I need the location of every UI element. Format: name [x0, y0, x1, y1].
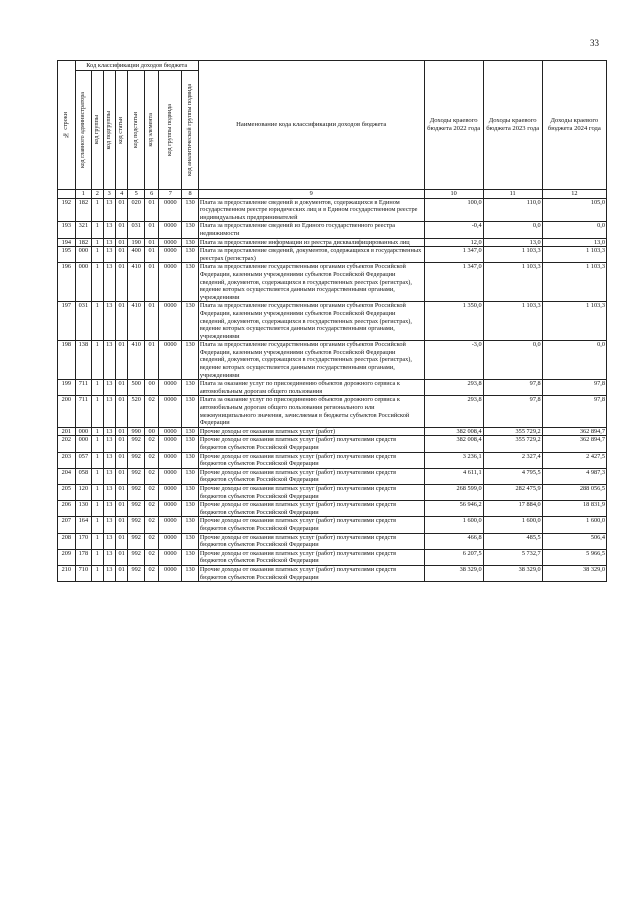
- amount-2023: 97,8: [483, 380, 542, 396]
- header-kbk-admin: код главного администратора: [75, 71, 92, 190]
- code-admin: 711: [75, 380, 92, 396]
- revenue-name: Прочие доходы от оказания платных услуг (работ) получателями средств бюджетов субъектов Российской Федерации: [198, 452, 424, 468]
- code-subtype-group: 0000: [159, 468, 182, 484]
- code-analytic-group: 130: [182, 484, 199, 500]
- code-subgroup: 13: [103, 247, 115, 263]
- amount-2022: 1 347,0: [424, 263, 483, 302]
- code-subarticle: 992: [128, 468, 145, 484]
- code-admin: 182: [75, 238, 92, 247]
- code-article: 01: [115, 302, 127, 341]
- code-subarticle: 410: [128, 341, 145, 380]
- code-subgroup: 13: [103, 341, 115, 380]
- code-admin: 711: [75, 396, 92, 427]
- code-subtype-group: 0000: [159, 302, 182, 341]
- column-number: 6: [144, 190, 159, 199]
- code-article: 01: [115, 238, 127, 247]
- amount-2024: 2 427,5: [542, 452, 606, 468]
- code-element: 01: [144, 222, 159, 238]
- code-subgroup: 13: [103, 565, 115, 581]
- code-article: 01: [115, 247, 127, 263]
- column-number: 10: [424, 190, 483, 199]
- code-element: 02: [144, 565, 159, 581]
- code-analytic-group: 130: [182, 452, 199, 468]
- row-number: 193: [58, 222, 76, 238]
- table-row: [58, 222, 607, 238]
- column-number-row: [58, 190, 607, 199]
- code-admin: 130: [75, 501, 92, 517]
- revenue-table: [57, 60, 607, 582]
- amount-2022: 1 350,0: [424, 302, 483, 341]
- amount-2022: 382 008,4: [424, 427, 483, 436]
- code-admin: 710: [75, 565, 92, 581]
- column-number: 5: [128, 190, 145, 199]
- table-row: [58, 302, 607, 341]
- code-article: 01: [115, 517, 127, 533]
- code-subtype-group: 0000: [159, 501, 182, 517]
- code-analytic-group: 130: [182, 222, 199, 238]
- code-element: 00: [144, 380, 159, 396]
- revenue-name: Плата за предоставление государственными органами субъектов Российской Федерации, казенными учреждениями субъектов Российской Федерации сведений, документов, содержащихся в государственных реестрах (регистрах), ведение которых осуществляется данными государственными органами, учреждениями: [198, 263, 424, 302]
- amount-2022: 12,0: [424, 238, 483, 247]
- code-subgroup: 13: [103, 198, 115, 222]
- row-number: 197: [58, 302, 76, 341]
- amount-2023: 1 103,3: [483, 263, 542, 302]
- revenue-name: Плата за оказание услуг по присоединению объектов дорожного сервиса к автомобильным дорогам общего пользования регионального или межмуниципального значения, зачисляемая в бюджеты субъектов Российской Федерации: [198, 396, 424, 427]
- code-admin: 170: [75, 533, 92, 549]
- revenue-name: Плата за предоставление сведений, документов, содержащихся в государственных реестрах (регистрах): [198, 247, 424, 263]
- column-number: 4: [115, 190, 127, 199]
- code-article: 01: [115, 263, 127, 302]
- code-subgroup: 13: [103, 238, 115, 247]
- code-admin: 321: [75, 222, 92, 238]
- code-subgroup: 13: [103, 427, 115, 436]
- amount-2022: 56 946,2: [424, 501, 483, 517]
- amount-2024: 5 966,5: [542, 549, 606, 565]
- code-element: 02: [144, 517, 159, 533]
- revenue-name: Прочие доходы от оказания платных услуг (работ): [198, 427, 424, 436]
- code-article: 01: [115, 533, 127, 549]
- amount-2023: 1 600,0: [483, 517, 542, 533]
- code-element: 02: [144, 436, 159, 452]
- amount-2024: 1 103,3: [542, 263, 606, 302]
- table-row: [58, 484, 607, 500]
- code-subtype-group: 0000: [159, 436, 182, 452]
- code-group: 1: [92, 484, 103, 500]
- code-element: 02: [144, 501, 159, 517]
- amount-2024: 506,4: [542, 533, 606, 549]
- amount-2023: 485,5: [483, 533, 542, 549]
- code-group: 1: [92, 517, 103, 533]
- amount-2024: 0,0: [542, 222, 606, 238]
- row-number: 210: [58, 565, 76, 581]
- row-number: 208: [58, 533, 76, 549]
- revenue-name: Плата за предоставление государственными органами субъектов Российской Федерации, казенными учреждениями субъектов Российской Федерации сведений, документов, содержащихся в государственных реестрах (регистрах), ведение которых осуществляется данными государственными органами, учреждениями: [198, 341, 424, 380]
- code-subtype-group: 0000: [159, 484, 182, 500]
- code-group: 1: [92, 380, 103, 396]
- amount-2022: 38 329,0: [424, 565, 483, 581]
- code-group: 1: [92, 436, 103, 452]
- column-number: 2: [92, 190, 103, 199]
- amount-2024: 13,0: [542, 238, 606, 247]
- amount-2023: 282 475,9: [483, 484, 542, 500]
- code-article: 01: [115, 549, 127, 565]
- code-subtype-group: 0000: [159, 565, 182, 581]
- amount-2024: 1 103,3: [542, 302, 606, 341]
- amount-2024: 18 831,9: [542, 501, 606, 517]
- code-element: 02: [144, 533, 159, 549]
- table-row: [58, 468, 607, 484]
- header-kbk-group-code: код группы: [92, 71, 103, 190]
- code-analytic-group: 130: [182, 263, 199, 302]
- code-article: 01: [115, 452, 127, 468]
- column-number: [58, 190, 76, 199]
- code-admin: 138: [75, 341, 92, 380]
- code-group: 1: [92, 263, 103, 302]
- revenue-name: Плата за предоставление информации из реестра дисквалифицированных лиц: [198, 238, 424, 247]
- header-2022: Доходы краевого бюджета 2022 года: [424, 61, 483, 190]
- code-group: 1: [92, 533, 103, 549]
- code-subarticle: 992: [128, 517, 145, 533]
- code-analytic-group: 130: [182, 501, 199, 517]
- amount-2023: 4 795,5: [483, 468, 542, 484]
- header-2023: Доходы краевого бюджета 2023 года: [483, 61, 542, 190]
- amount-2022: 293,8: [424, 396, 483, 427]
- column-number: 11: [483, 190, 542, 199]
- code-subarticle: 520: [128, 396, 145, 427]
- amount-2022: -0,4: [424, 222, 483, 238]
- revenue-name: Прочие доходы от оказания платных услуг (работ) получателями средств бюджетов субъектов Российской Федерации: [198, 484, 424, 500]
- code-element: 00: [144, 427, 159, 436]
- amount-2022: 100,0: [424, 198, 483, 222]
- code-subarticle: 992: [128, 436, 145, 452]
- code-analytic-group: 130: [182, 436, 199, 452]
- code-subtype-group: 0000: [159, 380, 182, 396]
- code-article: 01: [115, 198, 127, 222]
- header-kbk-analytic-group: код аналитической группы подвида: [182, 71, 199, 190]
- amount-2023: 0,0: [483, 341, 542, 380]
- code-group: 1: [92, 452, 103, 468]
- amount-2023: 110,0: [483, 198, 542, 222]
- code-admin: 058: [75, 468, 92, 484]
- code-subarticle: 410: [128, 263, 145, 302]
- code-analytic-group: 130: [182, 198, 199, 222]
- code-subtype-group: 0000: [159, 198, 182, 222]
- amount-2023: 2 327,4: [483, 452, 542, 468]
- code-subtype-group: 0000: [159, 427, 182, 436]
- code-subarticle: 500: [128, 380, 145, 396]
- table-row: [58, 427, 607, 436]
- code-subarticle: 190: [128, 238, 145, 247]
- code-admin: 000: [75, 247, 92, 263]
- code-admin: 120: [75, 484, 92, 500]
- code-subarticle: 400: [128, 247, 145, 263]
- amount-2024: 288 056,5: [542, 484, 606, 500]
- amount-2022: 293,8: [424, 380, 483, 396]
- row-number: 195: [58, 247, 76, 263]
- code-article: 01: [115, 501, 127, 517]
- amount-2023: 13,0: [483, 238, 542, 247]
- code-subarticle: 992: [128, 533, 145, 549]
- column-number: 7: [159, 190, 182, 199]
- header-kbk-subtype-group: код группы подвида: [159, 71, 182, 190]
- code-article: 01: [115, 468, 127, 484]
- code-subgroup: 13: [103, 452, 115, 468]
- code-analytic-group: 130: [182, 247, 199, 263]
- amount-2023: 17 884,0: [483, 501, 542, 517]
- revenue-name: Плата за предоставление государственными органами субъектов Российской Федерации, казенными учреждениями субъектов Российской Федерации сведений, документов, содержащихся в государственных реестрах (регистрах), ведение которых осуществляется данными государственными органами, учреждениями: [198, 302, 424, 341]
- table-row: [58, 238, 607, 247]
- revenue-name: Плата за предоставление сведений и документов, содержащихся в Едином государственном реестре юридических лиц и в Едином государственном реестре индивидуальных предпринимателей: [198, 198, 424, 222]
- table-row: [58, 380, 607, 396]
- row-number: 204: [58, 468, 76, 484]
- header-kbk-group: Код классификации доходов бюджета: [75, 61, 198, 71]
- code-analytic-group: 130: [182, 549, 199, 565]
- code-subgroup: 13: [103, 302, 115, 341]
- code-element: 02: [144, 396, 159, 427]
- amount-2022: 3 236,1: [424, 452, 483, 468]
- row-number: 209: [58, 549, 76, 565]
- code-article: 01: [115, 427, 127, 436]
- table-row: [58, 396, 607, 427]
- code-subgroup: 13: [103, 263, 115, 302]
- row-number: 205: [58, 484, 76, 500]
- code-group: 1: [92, 247, 103, 263]
- code-subtype-group: 0000: [159, 263, 182, 302]
- code-element: 01: [144, 341, 159, 380]
- code-admin: 000: [75, 436, 92, 452]
- code-analytic-group: 130: [182, 517, 199, 533]
- code-analytic-group: 130: [182, 565, 199, 581]
- revenue-name: Плата за оказание услуг по присоединению объектов дорожного сервиса к автомобильным дорогам общего пользования: [198, 380, 424, 396]
- code-subarticle: 031: [128, 222, 145, 238]
- amount-2022: 1 347,0: [424, 247, 483, 263]
- row-number: 196: [58, 263, 76, 302]
- code-subarticle: 992: [128, 452, 145, 468]
- code-subarticle: 992: [128, 549, 145, 565]
- code-subtype-group: 0000: [159, 549, 182, 565]
- code-admin: 178: [75, 549, 92, 565]
- code-element: 02: [144, 452, 159, 468]
- amount-2024: 4 987,3: [542, 468, 606, 484]
- code-admin: 164: [75, 517, 92, 533]
- code-group: 1: [92, 468, 103, 484]
- amount-2022: 268 599,0: [424, 484, 483, 500]
- header-name: Наименование кода классификации доходов бюджета: [198, 61, 424, 190]
- amount-2024: 362 894,7: [542, 427, 606, 436]
- code-analytic-group: 130: [182, 396, 199, 427]
- header-kbk-element: код элемента: [144, 71, 159, 190]
- code-analytic-group: 130: [182, 238, 199, 247]
- table-row: [58, 263, 607, 302]
- revenue-name: Прочие доходы от оказания платных услуг (работ) получателями средств бюджетов субъектов Российской Федерации: [198, 501, 424, 517]
- code-analytic-group: 130: [182, 380, 199, 396]
- code-subarticle: 992: [128, 565, 145, 581]
- column-number: 8: [182, 190, 199, 199]
- code-subtype-group: 0000: [159, 396, 182, 427]
- amount-2024: 0,0: [542, 341, 606, 380]
- code-element: 02: [144, 484, 159, 500]
- code-group: 1: [92, 238, 103, 247]
- code-subtype-group: 0000: [159, 517, 182, 533]
- code-subarticle: 992: [128, 484, 145, 500]
- code-group: 1: [92, 396, 103, 427]
- amount-2023: 97,8: [483, 396, 542, 427]
- code-subgroup: 13: [103, 396, 115, 427]
- code-subtype-group: 0000: [159, 222, 182, 238]
- table-row: [58, 341, 607, 380]
- row-number: 194: [58, 238, 76, 247]
- column-number: 9: [198, 190, 424, 199]
- code-subarticle: 990: [128, 427, 145, 436]
- code-article: 01: [115, 565, 127, 581]
- code-element: 02: [144, 468, 159, 484]
- amount-2023: 0,0: [483, 222, 542, 238]
- amount-2023: 1 103,3: [483, 302, 542, 341]
- code-element: 01: [144, 238, 159, 247]
- code-group: 1: [92, 427, 103, 436]
- amount-2022: 466,8: [424, 533, 483, 549]
- row-number: 202: [58, 436, 76, 452]
- amount-2022: 1 600,0: [424, 517, 483, 533]
- code-subtype-group: 0000: [159, 533, 182, 549]
- code-analytic-group: 130: [182, 341, 199, 380]
- code-subarticle: 410: [128, 302, 145, 341]
- amount-2024: 105,0: [542, 198, 606, 222]
- code-subgroup: 13: [103, 533, 115, 549]
- table-row: [58, 565, 607, 581]
- code-subtype-group: 0000: [159, 247, 182, 263]
- column-number: 1: [75, 190, 92, 199]
- table-row: [58, 452, 607, 468]
- code-analytic-group: 130: [182, 468, 199, 484]
- revenue-name: Прочие доходы от оказания платных услуг (работ) получателями средств бюджетов субъектов Российской Федерации: [198, 468, 424, 484]
- table-row: [58, 549, 607, 565]
- table-body: [58, 198, 607, 582]
- code-group: 1: [92, 501, 103, 517]
- header-kbk-article: код статьи: [115, 71, 127, 190]
- code-element: 01: [144, 247, 159, 263]
- code-subtype-group: 0000: [159, 238, 182, 247]
- code-admin: 057: [75, 452, 92, 468]
- code-subarticle: 992: [128, 501, 145, 517]
- code-group: 1: [92, 565, 103, 581]
- revenue-name: Прочие доходы от оказания платных услуг (работ) получателями средств бюджетов субъектов Российской Федерации: [198, 533, 424, 549]
- code-subgroup: 13: [103, 222, 115, 238]
- code-subtype-group: 0000: [159, 452, 182, 468]
- code-article: 01: [115, 341, 127, 380]
- row-number: 199: [58, 380, 76, 396]
- code-analytic-group: 130: [182, 427, 199, 436]
- table-row: [58, 501, 607, 517]
- header-2024: Доходы краевого бюджета 2024 года: [542, 61, 606, 190]
- amount-2024: 1 103,3: [542, 247, 606, 263]
- amount-2022: 6 207,5: [424, 549, 483, 565]
- code-subtype-group: 0000: [159, 341, 182, 380]
- revenue-name: Прочие доходы от оказания платных услуг (работ) получателями средств бюджетов субъектов Российской Федерации: [198, 549, 424, 565]
- row-number: 203: [58, 452, 76, 468]
- code-article: 01: [115, 222, 127, 238]
- code-group: 1: [92, 341, 103, 380]
- code-subgroup: 13: [103, 501, 115, 517]
- code-group: 1: [92, 549, 103, 565]
- code-subgroup: 13: [103, 468, 115, 484]
- amount-2024: 97,8: [542, 380, 606, 396]
- code-element: 02: [144, 549, 159, 565]
- amount-2023: 355 729,2: [483, 427, 542, 436]
- code-element: 01: [144, 263, 159, 302]
- code-subgroup: 13: [103, 549, 115, 565]
- page-number: 33: [590, 38, 599, 48]
- code-group: 1: [92, 222, 103, 238]
- amount-2022: 4 611,1: [424, 468, 483, 484]
- row-number: 192: [58, 198, 76, 222]
- table-row: [58, 198, 607, 222]
- revenue-name: Прочие доходы от оказания платных услуг (работ) получателями средств бюджетов субъектов Российской Федерации: [198, 565, 424, 581]
- amount-2024: 1 600,0: [542, 517, 606, 533]
- code-article: 01: [115, 436, 127, 452]
- code-admin: 182: [75, 198, 92, 222]
- code-article: 01: [115, 396, 127, 427]
- code-group: 1: [92, 302, 103, 341]
- code-element: 01: [144, 198, 159, 222]
- amount-2024: 362 894,7: [542, 436, 606, 452]
- code-analytic-group: 130: [182, 302, 199, 341]
- revenue-name: Прочие доходы от оказания платных услуг (работ) получателями средств бюджетов субъектов Российской Федерации: [198, 436, 424, 452]
- amount-2024: 97,8: [542, 396, 606, 427]
- row-number: 206: [58, 501, 76, 517]
- code-group: 1: [92, 198, 103, 222]
- row-number: 201: [58, 427, 76, 436]
- header-kbk-subarticle: код подстатьи: [128, 71, 145, 190]
- code-article: 01: [115, 380, 127, 396]
- amount-2022: 382 008,4: [424, 436, 483, 452]
- amount-2023: 1 103,3: [483, 247, 542, 263]
- code-subarticle: 020: [128, 198, 145, 222]
- amount-2023: 38 329,0: [483, 565, 542, 581]
- code-analytic-group: 130: [182, 533, 199, 549]
- amount-2024: 38 329,0: [542, 565, 606, 581]
- code-subgroup: 13: [103, 380, 115, 396]
- column-number: 12: [542, 190, 606, 199]
- code-admin: 000: [75, 263, 92, 302]
- table-row: [58, 517, 607, 533]
- amount-2023: 5 732,7: [483, 549, 542, 565]
- code-subgroup: 13: [103, 517, 115, 533]
- header-kbk-subgroup: код подгруппы: [103, 71, 115, 190]
- header-row-no: № строки: [58, 61, 76, 190]
- revenue-name: Прочие доходы от оказания платных услуг (работ) получателями средств бюджетов субъектов Российской Федерации: [198, 517, 424, 533]
- table-row: [58, 436, 607, 452]
- row-number: 207: [58, 517, 76, 533]
- column-number: 3: [103, 190, 115, 199]
- table-row: [58, 247, 607, 263]
- amount-2023: 355 729,2: [483, 436, 542, 452]
- table-row: [58, 533, 607, 549]
- code-subgroup: 13: [103, 436, 115, 452]
- code-element: 01: [144, 302, 159, 341]
- code-subgroup: 13: [103, 484, 115, 500]
- code-admin: 031: [75, 302, 92, 341]
- amount-2022: -3,0: [424, 341, 483, 380]
- code-article: 01: [115, 484, 127, 500]
- revenue-name: Плата за предоставление сведений из Единого государственного реестра недвижимости: [198, 222, 424, 238]
- code-admin: 000: [75, 427, 92, 436]
- row-number: 198: [58, 341, 76, 380]
- row-number: 200: [58, 396, 76, 427]
